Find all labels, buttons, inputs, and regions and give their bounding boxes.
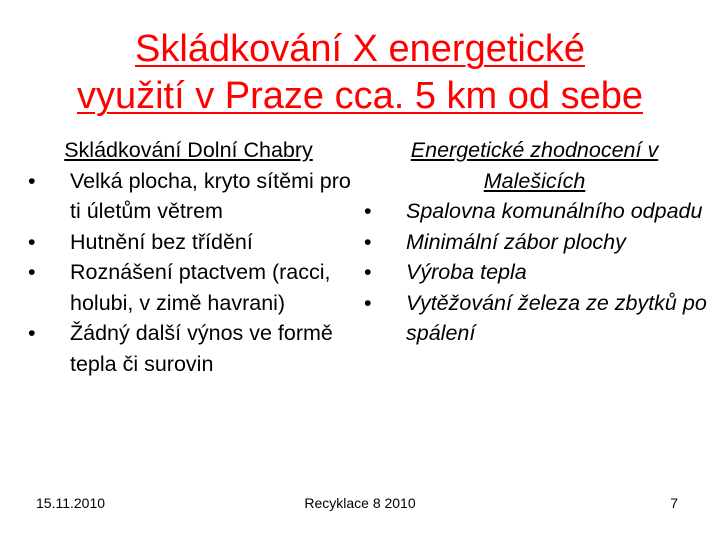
list-item-text: Žádný další výnos ve formě tepla či surovin	[70, 321, 333, 376]
list-item-text: Hutnění bez třídění	[70, 229, 253, 254]
list-item-text: Spalovna komunálního odpadu	[406, 199, 703, 223]
list-item-text: Roznášení ptactvem (racci, holubi, v zimě havrani)	[70, 260, 331, 315]
title-line-2: využití v Praze cca. 5 km od sebe	[76, 75, 643, 117]
bullet-icon: •	[364, 290, 372, 315]
right-column	[362, 135, 707, 349]
list-item	[26, 318, 351, 379]
title-line-1: Skládkování X energetické	[135, 28, 585, 70]
bullet-icon: •	[364, 199, 372, 223]
page-number: 7	[670, 495, 678, 511]
list-item-text: Výroba tepla	[406, 260, 527, 284]
list-item	[362, 288, 707, 349]
footer-date: 15.11.2010	[36, 495, 106, 511]
list-item	[26, 166, 351, 227]
slide-title	[20, 26, 700, 120]
bullet-icon: •	[364, 260, 372, 284]
list-item-text: Velká plocha, kryto sítěmi pro ti úletům větrem	[70, 168, 351, 223]
list-item	[362, 257, 707, 288]
bullet-icon: •	[28, 168, 36, 193]
right-column-heading: Energetické zhodnocení v Malešicích	[410, 138, 659, 193]
bullet-icon: •	[28, 321, 36, 345]
list-item	[362, 227, 707, 258]
left-bullet-list	[26, 166, 351, 380]
bullet-icon: •	[28, 229, 36, 254]
right-bullet-list	[362, 196, 707, 349]
list-item	[26, 227, 351, 258]
footer-title: Recyklace 8 2010	[304, 495, 416, 511]
left-column-heading: Skládkování Dolní Chabry	[64, 138, 313, 162]
list-item	[362, 196, 707, 227]
list-item-text: Minimální zábor plochy	[406, 229, 626, 254]
bullet-icon: •	[28, 260, 36, 284]
left-column	[26, 135, 351, 379]
bullet-icon: •	[364, 229, 372, 254]
list-item-text: Vytěžování železa ze zbytků po spálení	[406, 290, 707, 345]
list-item	[26, 257, 351, 318]
